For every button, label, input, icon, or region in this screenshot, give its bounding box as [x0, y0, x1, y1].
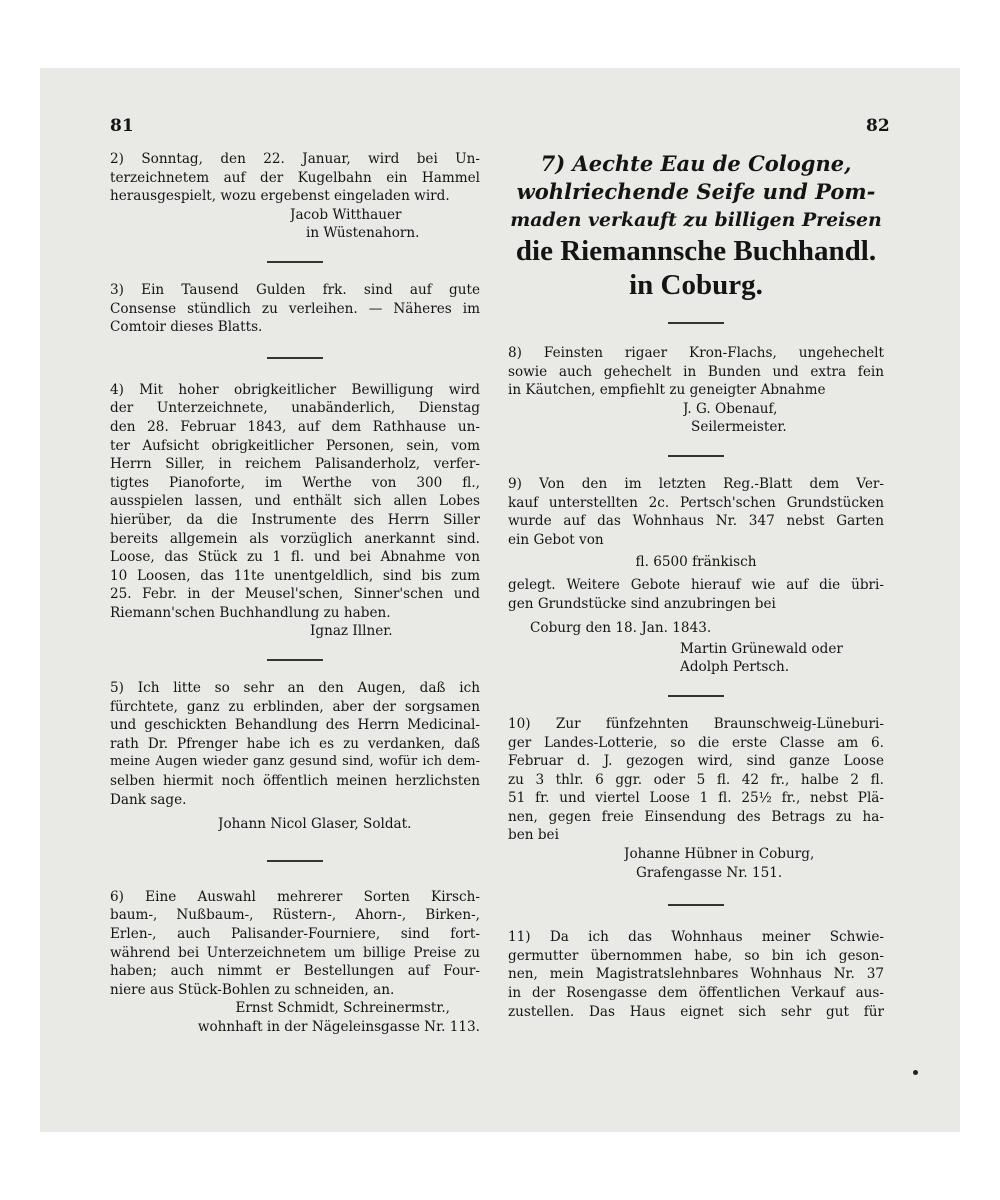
ad-9: [508, 475, 884, 677]
text-line: ein Gebot von: [508, 531, 604, 548]
signature-line: Martin Grünewald oder: [680, 640, 843, 657]
text-line: terzeichnetem auf der Kugelbahn ein Hammel: [110, 169, 480, 186]
text-line: der Unterzeichnete, unabänderlich, Dienstag: [110, 400, 480, 417]
ad-6: [110, 888, 480, 1037]
signature-line: Jacob Witthauer: [290, 206, 402, 223]
text-line: in der Rosengasse dem öffentlichen Verkauf aus-: [508, 985, 884, 1002]
text-line: zustellen. Das Haus eignet sich sehr gut für: [508, 1003, 884, 1020]
text-line: Comtoir dieses Blatts.: [110, 319, 263, 336]
text-line: 2) Sonntag, den 22. Januar, wird bei Un-: [110, 151, 480, 167]
signature-line: Adolph Pertsch.: [680, 659, 790, 676]
text-line: Dank sage.: [110, 791, 187, 808]
bookshop-name: die Riemannsche Buchhandl.: [515, 235, 877, 267]
headline-line: maden verkauft zu billigen Preisen: [510, 209, 882, 231]
signature-line: Johann Nicol Glaser, Soldat.: [218, 816, 412, 833]
signature-line: Grafengasse Nr. 151.: [636, 864, 783, 881]
text-line: 8) Feinsten rigaer Kron-Flachs, ungehechelt: [508, 345, 884, 361]
signature-line: in Wüstenahorn.: [306, 225, 420, 242]
text-line: Loose, das Stück zu 1 fl. und bei Abnahme von: [110, 549, 480, 566]
text-line: den 28. Februar 1843, auf dem Rathhause un-: [110, 418, 480, 435]
text-line: während bei Unterzeichnetem um billige Preise zu: [110, 944, 480, 961]
text-line: 11) Da ich das Wohnhaus meiner Schwie-: [508, 929, 884, 946]
text-line: germutter übernommen habe, so bin ich geson-: [508, 947, 884, 964]
text-line: 6) Eine Auswahl mehrerer Sorten Kirsch-: [110, 888, 480, 905]
headline-line: wohlriechende Seife und Pom-: [516, 179, 876, 204]
text-line: Riemann'schen Buchhandlung zu haben.: [110, 604, 391, 621]
text-line: baum-, Nußbaum-, Rüstern-, Ahorn-, Birken-,: [110, 907, 480, 924]
ad-10: [508, 715, 884, 882]
text-line: rath Dr. Pfrenger habe ich es zu verdanken, daß: [110, 735, 480, 752]
ad-11: [508, 928, 884, 1021]
text-line: 4) Mit hoher obrigkeitlicher Bewilligung wird: [110, 381, 480, 398]
bookshop-city: in Coburg.: [629, 269, 763, 301]
ad-2: [110, 150, 480, 243]
text-line: kauf unterstellten 2c. Pertsch'schen Grundstücken: [508, 494, 884, 511]
text-line: hierüber, da die Instrumente des Herrn Siller: [110, 511, 480, 528]
ad-7: [508, 150, 884, 302]
text-line: ben bei: [508, 827, 559, 844]
text-line: ausspielen lassen, und enthält sich allen Lobes: [110, 493, 480, 510]
text-line: 3) Ein Tausend Gulden frk. sind auf gute: [110, 281, 480, 298]
text-line: 9) Von den im letzten Reg.-Blatt dem Ver-: [508, 475, 884, 492]
text-line: niere aus Stück-Bohlen zu schneiden, an.: [110, 981, 395, 998]
text-line: fürchtete, ganz zu erblinden, aber der sorgsamen: [110, 698, 480, 715]
text-line: bereits allgemein als vorzüglich anerkannt sind.: [110, 530, 480, 547]
text-line: wurde auf das Wohnhaus Nr. 347 nebst Garten: [508, 513, 884, 530]
text-line: nen, gegen freie Einsendung des Betrags zu ha-: [508, 808, 884, 825]
page-number-right: 82: [866, 116, 890, 136]
text-line: 5) Ich litte so sehr an den Augen, daß ich: [110, 680, 480, 697]
signature-line: Ignaz Illner.: [310, 623, 393, 640]
text-line: 25. Febr. in der Meusel'schen, Sinner'schen und: [110, 586, 480, 603]
ad-4: [110, 381, 480, 641]
text-line: zu 3 thlr. 6 ggr. oder 5 fl. 42 fr., halbe 2 fl.: [508, 771, 884, 788]
text-line: in Käutchen, empfiehlt zu geneigter Abnahme: [508, 382, 826, 399]
ad-8: [508, 344, 884, 437]
text-line: Erlen-, auch Palisander-Fourniere, sind fort-: [110, 926, 480, 942]
text-line: sowie auch gehechelt in Bunden und extra fein: [508, 363, 884, 380]
text-line: herausgespielt, wozu ergebenst eingeladen wird.: [110, 188, 450, 205]
text-line: ter Aufsicht obrigkeitlicher Personen, sein, vom: [110, 437, 480, 454]
text-line: Februar d. J. gezogen wird, sind ganze Loose: [508, 753, 884, 770]
text-line: tigtes Pianoforte, im Werthe von 300 fl.,: [110, 474, 480, 491]
text-line: Consense stündlich zu verleihen. — Näheres im: [110, 300, 480, 317]
ad-5: [110, 679, 480, 834]
text-line: ger Landes-Lotterie, so die erste Classe am 6.: [508, 734, 884, 751]
ad-3: [110, 281, 480, 337]
text-line: 10) Zur fünfzehnten Braunschweig-Lüneburi-: [508, 715, 884, 732]
offer-amount: fl. 6500 fränkisch: [635, 554, 757, 571]
page-number-left: 81: [110, 116, 134, 136]
text-line: haben; auch nimmt er Bestellungen auf Four-: [110, 963, 480, 980]
signature-line: Johanne Hübner in Coburg,: [624, 846, 815, 863]
right-column: [508, 150, 884, 1021]
signature-line: J. G. Obenauf,: [683, 400, 778, 417]
date-line: Coburg den 18. Jan. 1843.: [530, 620, 712, 637]
text-line: nen, mein Magistratslehnbares Wohnhaus Nr. 37: [508, 966, 884, 983]
signature-line: Seilermeister.: [691, 419, 787, 436]
text-line: 51 fr. und viertel Loose 1 fl. 25½ fr., nebst Plä-: [508, 790, 884, 807]
text-line: 10 Loosen, das 11te unentgeldlich, sind bis zum: [110, 567, 480, 584]
text-line: Herrn Siller, in reichem Palisanderholz, verfer-: [110, 456, 480, 473]
text-line: und geschickten Behandlung des Herrn Medicinal-: [110, 717, 480, 734]
text-line: selben hiermit noch öffentlich meinen herzlichsten: [110, 773, 480, 790]
left-column: [110, 150, 480, 1037]
headline-line: 7) Aechte Eau de Cologne,: [540, 151, 852, 176]
text-line: gen Grundstücke sind anzubringen bei: [508, 595, 776, 612]
ink-dot: [913, 1070, 918, 1075]
text-line: gelegt. Weitere Gebote hierauf wie auf die übri-: [508, 576, 884, 593]
text-line: meine Augen wieder ganz gesund sind, wofür ich dem-: [110, 754, 480, 770]
signature-line: wohnhaft in der Nägeleinsgasse Nr. 113.: [197, 1018, 480, 1035]
signature-line: Ernst Schmidt, Schreinermstr.,: [235, 1000, 450, 1017]
